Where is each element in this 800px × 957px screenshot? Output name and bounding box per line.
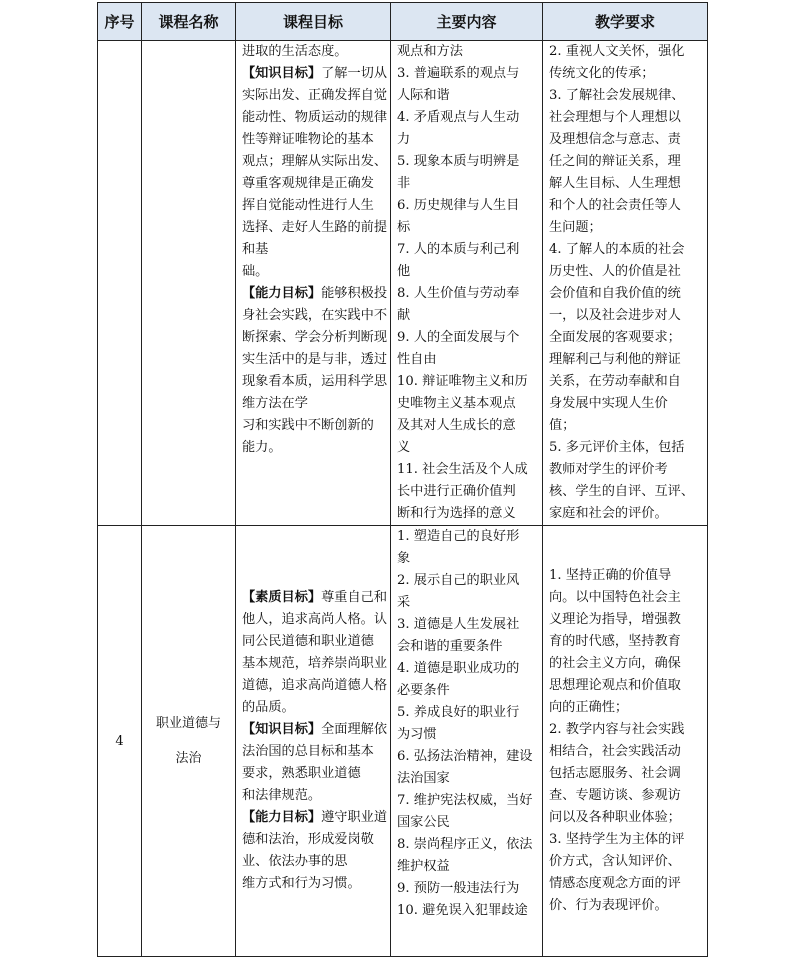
cell-teaching-req xyxy=(543,526,708,957)
content-line: 观点和方法 xyxy=(397,44,463,59)
requirement-line: 包括志愿服务、社会调 xyxy=(549,766,681,781)
content-line: 8. 人生价值与劳动奉 xyxy=(397,286,520,301)
goal-text: 进取的生活态度。 xyxy=(242,44,348,59)
requirement-line: 会价值和自我价值的统 xyxy=(549,286,681,301)
goal-text: 能够积极投 xyxy=(321,286,388,301)
table-row xyxy=(98,526,708,957)
cell-course-name xyxy=(142,41,236,526)
content-line: 国家公民 xyxy=(397,815,450,830)
cell-no xyxy=(98,41,142,526)
goal-text: 实际出发、正确发挥自觉 xyxy=(242,88,388,103)
goal-line xyxy=(242,107,388,129)
requirement-line: 关系，在劳动奉献和自 xyxy=(549,374,681,389)
goal-text: 全面理解依 xyxy=(321,722,388,737)
table-header-row xyxy=(98,3,708,41)
goal-line xyxy=(242,415,384,437)
requirement-line: 及理想信念与意志、责 xyxy=(549,132,681,147)
requirement-line: 4. 了解人的本质的社会 xyxy=(549,242,685,257)
goal-line xyxy=(242,393,384,415)
goal-line xyxy=(242,675,388,697)
requirement-line: 生问题； xyxy=(549,220,602,235)
goal-line xyxy=(242,587,388,609)
goal-line xyxy=(242,763,384,785)
requirement-line: 向的正确性； xyxy=(549,700,629,715)
goal-text: 同公民道德和职业道德 xyxy=(242,634,374,649)
content-line: 力 xyxy=(397,132,411,147)
goal-line xyxy=(242,719,388,741)
goal-text: 和法律规范。 xyxy=(242,788,322,803)
requirement-line: 育的时代感，坚持教育 xyxy=(549,634,681,649)
cell-main-content xyxy=(391,41,543,526)
content-line: 为习惯 xyxy=(397,727,437,742)
requirement-line: 的社会主义方向，确保 xyxy=(549,656,681,671)
goal-line xyxy=(242,195,384,217)
goal-line xyxy=(242,349,388,371)
goal-line xyxy=(242,653,388,675)
requirement-line: 社会理想与个人理想以 xyxy=(549,110,681,125)
content-line: 6. 历史规律与人生目 xyxy=(397,198,520,213)
content-line: 必要条件 xyxy=(397,683,450,698)
content-line: 象 xyxy=(397,551,411,566)
requirement-line: 3. 坚持学生为主体的评 xyxy=(549,832,685,847)
goal-label: 【知识目标】 xyxy=(242,66,322,81)
table-row xyxy=(98,41,708,526)
content-line: 11. 社会生活及个人成 xyxy=(397,462,528,477)
goal-label: 【能力目标】 xyxy=(242,286,322,301)
requirement-line: 情感态度观念方面的评 xyxy=(549,876,681,891)
requirement-line: 身发展中实现人生价 xyxy=(549,396,668,411)
content-line: 5. 现象本质与明辨是 xyxy=(397,154,520,169)
content-line: 人际和谐 xyxy=(397,88,450,103)
content-line: 非 xyxy=(397,176,411,191)
goal-line xyxy=(242,609,388,631)
goal-text: 现象看本质，运用科学思 xyxy=(242,374,388,389)
goal-text: 遵守职业道 xyxy=(321,810,388,825)
goal-label: 【能力目标】 xyxy=(242,810,322,825)
goal-line xyxy=(242,151,388,173)
content-line: 3. 普遍联系的观点与 xyxy=(397,66,520,81)
goal-text: 础。 xyxy=(242,264,269,279)
goal-line xyxy=(242,785,384,807)
content-line: 3. 道德是人生发展社 xyxy=(397,617,520,632)
requirement-line: 历史性、人的价值是社 xyxy=(549,264,681,279)
requirement-line: 值； xyxy=(549,418,576,433)
goal-text: 要求，熟悉职业道德 xyxy=(242,766,361,781)
header-no: 序号 xyxy=(98,3,142,41)
header-teaching-req: 教学要求 xyxy=(543,3,708,41)
content-line: 及其对人生成长的意 xyxy=(397,418,516,433)
requirement-line: 全面发展的客观要求； xyxy=(549,330,681,345)
goal-line xyxy=(242,283,388,305)
goal-text: 法治国的总目标和基本 xyxy=(242,744,374,759)
content-line: 标 xyxy=(397,220,411,235)
content-line: 献 xyxy=(397,308,411,323)
content-line: 性自由 xyxy=(397,352,437,367)
requirement-line: 传统文化的传承； xyxy=(549,66,655,81)
content-line: 长中进行正确价值判 xyxy=(397,484,516,499)
goal-text: 实生活中的是与非，透过 xyxy=(242,352,388,367)
cell-course-name xyxy=(142,526,236,957)
requirement-line: 核、学生的自评、互评、 xyxy=(549,484,695,499)
course-name-line: 法治 xyxy=(175,750,202,766)
content-line: 会和谐的重要条件 xyxy=(397,639,503,654)
goal-line xyxy=(242,807,388,829)
goal-text: 维方法在学 xyxy=(242,396,308,411)
content-line: 5. 养成良好的职业行 xyxy=(397,705,520,720)
content-line: 10. 辩证唯物主义和历 xyxy=(397,374,528,389)
header-course-goal: 课程目标 xyxy=(236,3,391,41)
requirement-line: 任之间的辩证关系，理 xyxy=(549,154,681,169)
goal-line xyxy=(242,829,384,851)
goal-text: 了解一切从 xyxy=(321,66,388,81)
goal-text: 能力。 xyxy=(242,440,282,455)
content-line: 法治国家 xyxy=(397,771,450,786)
requirement-line: 2. 重视人文关怀，强化 xyxy=(549,44,685,59)
requirement-line: 解人生目标、人生理想 xyxy=(549,176,681,191)
goal-text: 能动性、物质运动的规律 xyxy=(242,110,388,125)
content-line: 2. 展示自己的职业风 xyxy=(397,573,520,588)
cell-course-goal xyxy=(236,526,391,957)
goal-text: 业、依法办事的思 xyxy=(242,854,348,869)
curriculum-table xyxy=(97,2,708,957)
content-line: 他 xyxy=(397,264,411,279)
requirement-line: 查、专题访谈、参观访 xyxy=(549,788,681,803)
goal-text: 基本规范，培养崇尚职业 xyxy=(242,656,388,671)
cell-teaching-req xyxy=(543,41,708,526)
requirement-line: 家庭和社会的评价。 xyxy=(549,506,668,521)
goal-line xyxy=(242,741,384,763)
course-name-line: 职业道德与 xyxy=(155,715,221,731)
content-line: 7. 维护宪法权威，当好 xyxy=(397,793,533,808)
content-line: 8. 崇尚程序正义，依法 xyxy=(397,837,533,852)
goal-line xyxy=(242,173,384,195)
content-line: 10. 避免误入犯罪歧途 xyxy=(397,903,528,918)
goal-text: 德和法治，形成爱岗敬 xyxy=(242,832,374,847)
goal-line xyxy=(242,631,384,653)
goal-text: 身社会实践，在实践中不 xyxy=(242,308,388,323)
goal-line xyxy=(242,63,388,85)
requirement-line: 向。以中国特色社会主 xyxy=(549,590,681,605)
requirement-line: 一，以及社会进步对人 xyxy=(549,308,681,323)
requirement-line: 2. 教学内容与社会实践 xyxy=(549,722,685,737)
goal-line xyxy=(242,305,388,327)
goal-line xyxy=(242,327,388,349)
content-line: 史唯物主义基本观点 xyxy=(397,396,516,411)
goal-line xyxy=(242,437,384,459)
requirement-line: 价、行为表现评价。 xyxy=(549,898,668,913)
requirement-line: 教师对学生的评价考 xyxy=(549,462,668,477)
goal-text: 习和实践中不断创新的 xyxy=(242,418,374,433)
content-line: 义 xyxy=(397,440,411,455)
goal-text: 的品质。 xyxy=(242,700,295,715)
content-line: 7. 人的本质与利己利 xyxy=(397,242,520,257)
goal-text: 性等辩证唯物论的基本 xyxy=(242,132,374,147)
goal-line xyxy=(242,697,384,719)
cell-main-content xyxy=(391,526,543,957)
requirement-line: 5. 多元评价主体，包括 xyxy=(549,440,685,455)
goal-line xyxy=(242,85,388,107)
goal-text: 他人，追求高尚人格。认 xyxy=(242,612,388,627)
goal-text: 选择、走好人生路的前提 xyxy=(242,220,388,235)
goal-text: 观点；理解从实际出发、 xyxy=(242,154,388,169)
requirement-line: 3. 了解社会发展规律、 xyxy=(549,88,685,103)
requirement-line: 义理论为指导，增强教 xyxy=(549,612,681,627)
content-line: 断和行为选择的意义 xyxy=(397,506,516,521)
goal-line xyxy=(242,371,388,393)
goal-line xyxy=(242,41,384,63)
content-line: 9. 人的全面发展与个 xyxy=(397,330,520,345)
cell-no: 4 xyxy=(98,526,142,957)
goal-label: 【素质目标】 xyxy=(242,590,322,605)
goal-line xyxy=(242,129,384,151)
requirement-line: 价方式，含认知评价、 xyxy=(549,854,681,869)
header-course-name: 课程名称 xyxy=(142,3,236,41)
cell-course-goal xyxy=(236,41,391,526)
requirement-line: 和个人的社会责任等人 xyxy=(549,198,681,213)
requirement-line: 理解利己与利他的辩证 xyxy=(549,352,681,367)
goal-line xyxy=(242,851,384,873)
requirement-line: 思想理论观点和价值取 xyxy=(549,678,681,693)
goal-line xyxy=(242,873,384,895)
goal-line xyxy=(242,239,384,261)
requirement-line: 相结合，社会实践活动 xyxy=(549,744,681,759)
content-line: 4. 道德是职业成功的 xyxy=(397,661,520,676)
goal-line xyxy=(242,217,388,239)
content-line: 6. 弘扬法治精神，建设 xyxy=(397,749,533,764)
goal-text: 和基 xyxy=(242,242,269,257)
goal-line xyxy=(242,261,384,283)
goal-text: 尊重客观规律是正确发 xyxy=(242,176,374,191)
goal-text: 道德，追求高尚道德人格 xyxy=(242,678,388,693)
goal-text: 挥自觉能动性进行人生 xyxy=(242,198,374,213)
requirement-line: 1. 坚持正确的价值导 xyxy=(549,568,672,583)
content-line: 1. 塑造自己的良好形 xyxy=(397,529,520,544)
header-main-content: 主要内容 xyxy=(391,3,543,41)
content-line: 4. 矛盾观点与人生动 xyxy=(397,110,520,125)
goal-text: 尊重自己和 xyxy=(321,590,388,605)
content-line: 采 xyxy=(397,595,411,610)
goal-text: 断探索、学会分析判断现 xyxy=(242,330,388,345)
requirement-line: 问以及各种职业体验； xyxy=(549,810,681,825)
content-line: 维护权益 xyxy=(397,859,450,874)
content-line: 9. 预防一般违法行为 xyxy=(397,881,520,896)
goal-text: 维方式和行为习惯。 xyxy=(242,876,361,891)
goal-label: 【知识目标】 xyxy=(242,722,322,737)
